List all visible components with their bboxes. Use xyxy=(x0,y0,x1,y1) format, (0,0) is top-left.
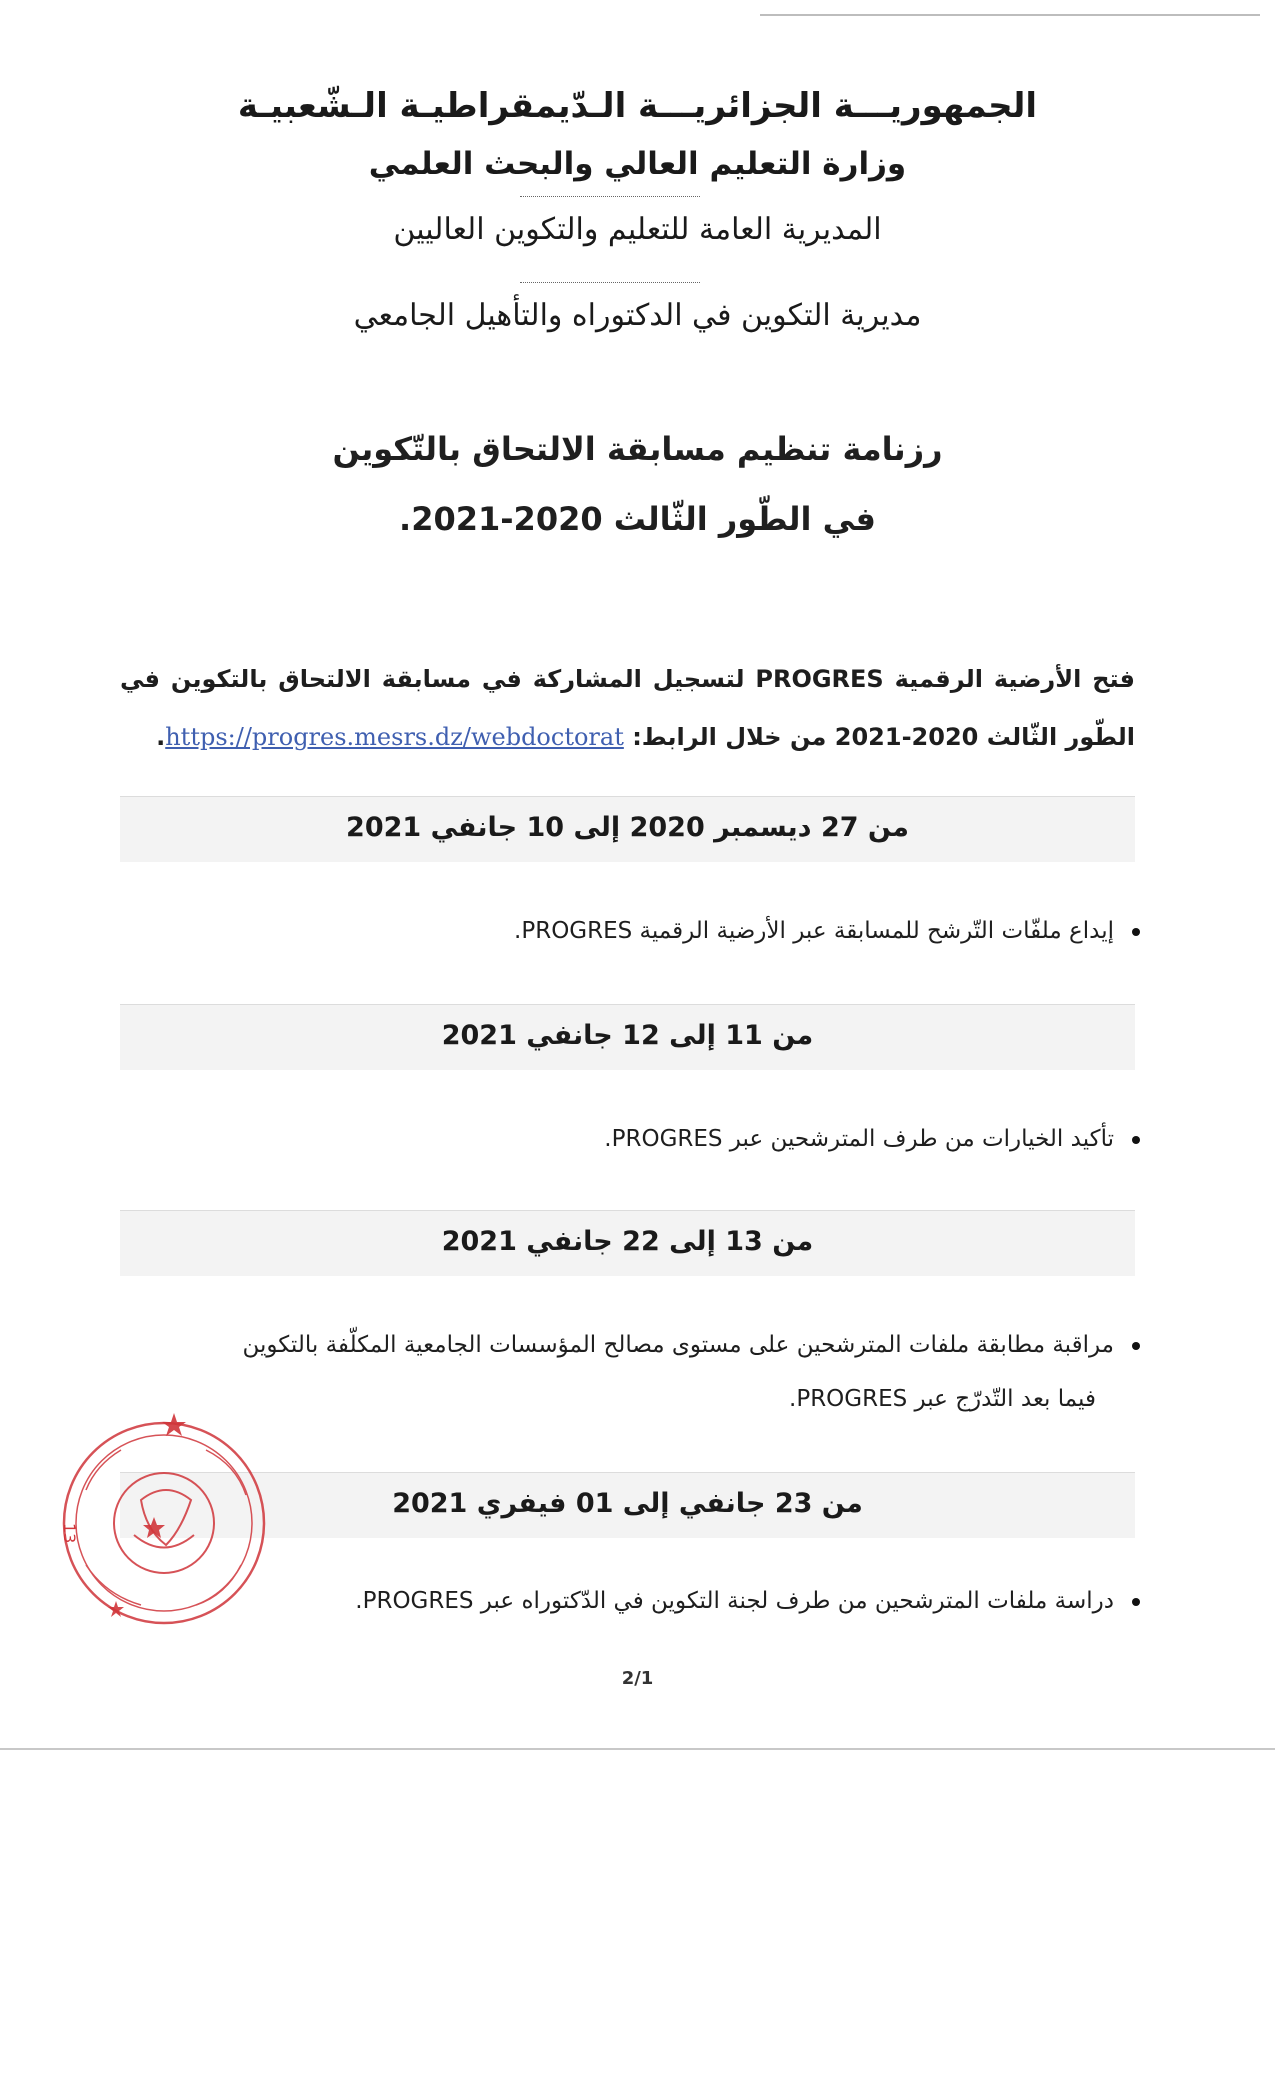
period-date: من 13 إلى 22 جانفي 2021 xyxy=(441,1226,814,1257)
republic-heading: الجمهوريـــة الجزائريـــة الـدّيمقراطيـة الـشّعبيـة xyxy=(237,86,1038,126)
list-item-text: تأكيد الخيارات من طرف المترشحين عبر PROGRES. xyxy=(604,1126,1114,1152)
bullet-icon xyxy=(1132,1598,1140,1606)
bullet-icon xyxy=(1132,1136,1140,1144)
bullet-icon xyxy=(1132,928,1140,936)
list-item-continuation: فيما بعد التّدرّج عبر PROGRES. xyxy=(789,1386,1096,1412)
directorate-heading: مديرية التكوين في الدكتوراه والتأهيل الجامعي xyxy=(353,298,922,333)
list-item-text: مراقبة مطابقة ملفات المترشحين على مستوى مصالح المؤسسات الجامعية المكلّفة بالتكوين xyxy=(242,1332,1114,1358)
scan-edge-bottom xyxy=(0,1748,1275,1750)
period-date: من 11 إلى 12 جانفي 2021 xyxy=(441,1020,814,1051)
stamp-number: 13 xyxy=(60,1523,79,1544)
list-item xyxy=(120,1112,1140,1166)
document-title: رزنامة تنظيم مسابقة الالتحاق بالتّكوين xyxy=(332,430,943,468)
webdoctorat-link[interactable]: https://progres.mesrs.dz/webdoctorat xyxy=(165,723,624,751)
intro-paragraph xyxy=(120,650,1135,766)
list-item-text: إيداع ملفّات التّرشح للمسابقة عبر الأرضية الرقمية PROGRES. xyxy=(514,918,1114,944)
official-stamp-icon xyxy=(46,1405,276,1635)
page-number: 2/1 xyxy=(621,1668,654,1689)
period-date: من 23 جانفي إلى 01 فيفري 2021 xyxy=(392,1488,863,1519)
list-item xyxy=(120,904,1140,958)
header-divider xyxy=(520,282,700,284)
intro-text: فتح الأرضية الرقمية PROGRES لتسجيل المشاركة في مسابقة الالتحاق بالتكوين في الطّور الثّالث 2020-2021 من خلال الرابط: xyxy=(120,665,1136,751)
list-item-text: دراسة ملفات المترشحين من طرف لجنة التكوين في الدّكتوراه عبر PROGRES. xyxy=(355,1588,1114,1614)
bullet-icon xyxy=(1132,1342,1140,1350)
header-divider xyxy=(520,196,700,198)
period-date: من 27 ديسمبر 2020 إلى 10 جانفي 2021 xyxy=(346,812,909,843)
intro-tail: . xyxy=(156,723,166,751)
document-subtitle: في الطّور الثّالث 2020-2021. xyxy=(399,500,876,538)
ministry-heading: وزارة التعليم العالي والبحث العلمي xyxy=(368,146,907,182)
directorate-general-heading: المديرية العامة للتعليم والتكوين العاليين xyxy=(393,212,882,247)
